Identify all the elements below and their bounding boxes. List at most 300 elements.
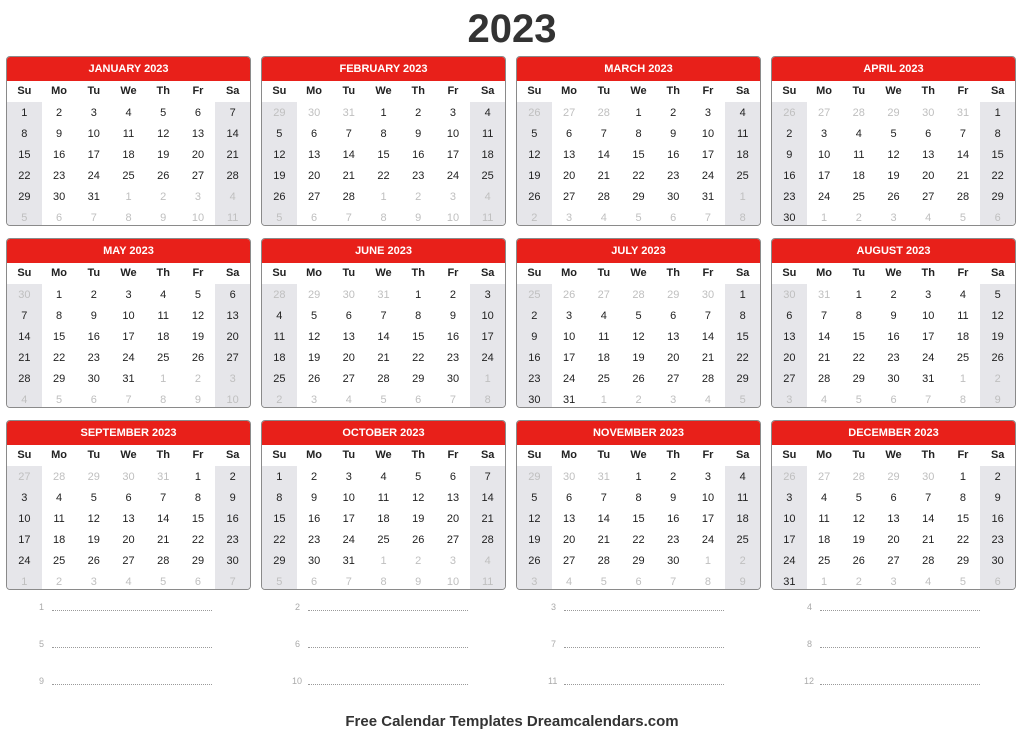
- adjacent-month-day: 9: [401, 571, 436, 590]
- adjacent-month-day: 6: [980, 207, 1015, 226]
- day-cell: 24: [691, 529, 726, 550]
- day-cell: 26: [621, 368, 656, 389]
- day-cell: 31: [76, 186, 111, 207]
- adjacent-month-day: 29: [262, 102, 297, 123]
- day-cell: 11: [725, 123, 760, 144]
- weekday-header-row: [517, 445, 760, 466]
- week-row: [7, 550, 250, 571]
- weekday-label: Fr: [957, 449, 969, 461]
- day-cell: 28: [691, 368, 726, 389]
- day-cell: 14: [807, 326, 842, 347]
- day-cell: 27: [656, 368, 691, 389]
- day-cell: 21: [586, 529, 621, 550]
- day-cell: 9: [215, 487, 250, 508]
- day-cell: 19: [76, 529, 111, 550]
- adjacent-month-day: 2: [42, 571, 77, 590]
- day-cell: 3: [552, 305, 587, 326]
- day-cell: 17: [470, 326, 505, 347]
- day-cell: 5: [262, 123, 297, 144]
- adjacent-month-day: 3: [772, 389, 807, 408]
- weekday-label: Sa: [225, 85, 240, 97]
- adjacent-month-day: 30: [552, 466, 587, 487]
- day-cell: 26: [262, 186, 297, 207]
- page-title: 2023: [467, 7, 557, 51]
- day-cell: 2: [76, 284, 111, 305]
- day-cell: 27: [552, 186, 587, 207]
- day-cell: 28: [470, 529, 505, 550]
- day-cell: 6: [656, 305, 691, 326]
- adjacent-month-day: 7: [656, 571, 691, 590]
- day-cell: 13: [552, 508, 587, 529]
- day-cell: 20: [876, 529, 911, 550]
- weekday-label: Sa: [480, 85, 495, 97]
- week-row: [262, 326, 505, 347]
- day-cell: 19: [876, 165, 911, 186]
- day-cell: 29: [621, 550, 656, 571]
- adjacent-month-day: 4: [111, 571, 146, 590]
- day-cell: 22: [401, 347, 436, 368]
- day-cell: 5: [841, 487, 876, 508]
- day-cell: 29: [980, 186, 1015, 207]
- day-cell: 28: [7, 368, 42, 389]
- week-row: [262, 529, 505, 550]
- day-cell: 22: [621, 165, 656, 186]
- day-cell: 24: [552, 368, 587, 389]
- day-cell: 27: [111, 550, 146, 571]
- week-row: [7, 305, 250, 326]
- weekday-label: Th: [921, 449, 935, 461]
- weekday-label: Th: [411, 267, 425, 279]
- day-cell: 10: [111, 305, 146, 326]
- weekday-label: Sa: [990, 85, 1005, 97]
- adjacent-month-day: 28: [841, 466, 876, 487]
- day-cell: 5: [621, 305, 656, 326]
- weekday-label: Su: [17, 85, 32, 97]
- month-block: [6, 420, 251, 590]
- day-cell: 5: [76, 487, 111, 508]
- day-cell: 17: [807, 165, 842, 186]
- day-cell: 27: [297, 186, 332, 207]
- adjacent-month-day: 3: [656, 389, 691, 408]
- day-cell: 21: [215, 144, 250, 165]
- week-row: [517, 305, 760, 326]
- day-cell: 20: [331, 347, 366, 368]
- weekday-label: Fr: [702, 449, 714, 461]
- day-cell: 29: [841, 368, 876, 389]
- day-cell: 4: [725, 466, 760, 487]
- weekday-label: Fr: [447, 449, 459, 461]
- weekday-label: Tu: [87, 449, 101, 461]
- day-cell: 2: [401, 102, 436, 123]
- note-line[interactable]: [804, 674, 984, 688]
- adjacent-month-day: 5: [262, 571, 297, 590]
- note-line[interactable]: [548, 674, 728, 688]
- day-cell: 3: [436, 102, 471, 123]
- day-cell: 19: [146, 144, 181, 165]
- day-cell: 11: [262, 326, 297, 347]
- day-cell: 3: [691, 466, 726, 487]
- week-row: [517, 529, 760, 550]
- weekday-label: Mo: [51, 267, 68, 279]
- day-cell: 12: [146, 123, 181, 144]
- week-row: [772, 284, 1015, 305]
- day-cell: 9: [76, 305, 111, 326]
- day-cell: 11: [807, 508, 842, 529]
- day-cell: 9: [297, 487, 332, 508]
- day-cell: 12: [181, 305, 216, 326]
- day-cell: 19: [621, 347, 656, 368]
- week-row: [262, 144, 505, 165]
- day-cell: 5: [517, 487, 552, 508]
- day-cell: 31: [111, 368, 146, 389]
- week-row: [262, 165, 505, 186]
- day-cell: 19: [297, 347, 332, 368]
- day-cell: 5: [181, 284, 216, 305]
- day-cell: 25: [586, 368, 621, 389]
- week-row: [517, 123, 760, 144]
- weekday-label: Th: [411, 85, 425, 97]
- day-cell: 5: [517, 123, 552, 144]
- adjacent-month-day: 29: [876, 466, 911, 487]
- adjacent-month-day: 2: [146, 186, 181, 207]
- week-row: [772, 102, 1015, 123]
- day-cell: 1: [841, 284, 876, 305]
- adjacent-month-day: 30: [297, 102, 332, 123]
- day-cell: 17: [111, 326, 146, 347]
- day-cell: 18: [470, 144, 505, 165]
- day-cell: 30: [517, 389, 552, 408]
- day-cell: 20: [111, 529, 146, 550]
- day-cell: 27: [552, 550, 587, 571]
- adjacent-month-day: 5: [946, 207, 981, 226]
- adjacent-month-day: 30: [911, 466, 946, 487]
- day-cell: 3: [691, 102, 726, 123]
- note-line[interactable]: [548, 600, 728, 614]
- note-line[interactable]: [292, 674, 472, 688]
- week-row: [517, 389, 760, 408]
- note-number: 9: [38, 676, 44, 686]
- adjacent-month-day: 26: [552, 284, 587, 305]
- adjacent-month-day: 27: [807, 102, 842, 123]
- day-cell: 15: [841, 326, 876, 347]
- day-cell: 6: [181, 102, 216, 123]
- note-number: 1: [38, 602, 44, 612]
- adjacent-month-day: 2: [262, 389, 297, 408]
- weekday-label: Sa: [735, 85, 750, 97]
- day-cell: 5: [146, 102, 181, 123]
- adjacent-month-day: 2: [841, 571, 876, 590]
- weekday-header-row: [772, 445, 1015, 466]
- day-cell: 12: [401, 487, 436, 508]
- adjacent-month-day: 4: [470, 186, 505, 207]
- week-row: [517, 284, 760, 305]
- adjacent-month-day: 10: [215, 389, 250, 408]
- day-cell: 12: [262, 144, 297, 165]
- day-cell: 1: [262, 466, 297, 487]
- week-row: [772, 123, 1015, 144]
- weekday-label: Sa: [480, 267, 495, 279]
- day-cell: 25: [42, 550, 77, 571]
- week-row: [262, 102, 505, 123]
- weekday-label: We: [375, 85, 392, 97]
- note-line[interactable]: [804, 637, 984, 651]
- adjacent-month-day: 31: [366, 284, 401, 305]
- day-cell: 15: [946, 508, 981, 529]
- month-title: AUGUST 2023: [772, 239, 1015, 263]
- day-cell: 4: [111, 102, 146, 123]
- weekday-header-row: [517, 81, 760, 102]
- day-cell: 7: [691, 305, 726, 326]
- adjacent-month-day: 4: [586, 207, 621, 226]
- day-cell: 25: [807, 550, 842, 571]
- day-cell: 22: [946, 529, 981, 550]
- month-title: JULY 2023: [517, 239, 760, 263]
- day-cell: 14: [470, 487, 505, 508]
- adjacent-month-day: 25: [517, 284, 552, 305]
- week-row: [7, 284, 250, 305]
- day-cell: 4: [841, 123, 876, 144]
- adjacent-month-day: 5: [42, 389, 77, 408]
- day-cell: 27: [215, 347, 250, 368]
- month-title: APRIL 2023: [772, 57, 1015, 81]
- day-cell: 14: [586, 508, 621, 529]
- week-row: [517, 550, 760, 571]
- day-cell: 28: [946, 186, 981, 207]
- note-number: 8: [806, 639, 812, 649]
- day-cell: 11: [470, 123, 505, 144]
- week-row: [517, 571, 760, 590]
- adjacent-month-day: 1: [725, 186, 760, 207]
- weekday-label: We: [885, 267, 902, 279]
- adjacent-month-day: 9: [725, 571, 760, 590]
- day-cell: 17: [691, 508, 726, 529]
- adjacent-month-day: 28: [586, 102, 621, 123]
- weekday-label: Tu: [87, 267, 101, 279]
- day-cell: 4: [42, 487, 77, 508]
- day-cell: 10: [76, 123, 111, 144]
- day-cell: 11: [366, 487, 401, 508]
- day-cell: 13: [876, 508, 911, 529]
- week-row: [7, 165, 250, 186]
- adjacent-month-day: 9: [146, 207, 181, 226]
- month-title: MARCH 2023: [517, 57, 760, 81]
- weekday-label: Mo: [561, 267, 578, 279]
- day-cell: 19: [517, 165, 552, 186]
- week-row: [772, 550, 1015, 571]
- day-cell: 22: [841, 347, 876, 368]
- adjacent-month-day: 6: [980, 571, 1015, 590]
- adjacent-month-day: 2: [841, 207, 876, 226]
- day-cell: 21: [146, 529, 181, 550]
- adjacent-month-day: 6: [297, 571, 332, 590]
- week-row: [772, 347, 1015, 368]
- adjacent-month-day: 8: [470, 389, 505, 408]
- day-cell: 29: [946, 550, 981, 571]
- adjacent-month-day: 8: [111, 207, 146, 226]
- day-cell: 29: [262, 550, 297, 571]
- day-cell: 27: [911, 186, 946, 207]
- note-line[interactable]: [36, 637, 216, 651]
- week-row: [7, 466, 250, 487]
- day-cell: 15: [181, 508, 216, 529]
- note-line[interactable]: [292, 637, 472, 651]
- week-row: [262, 123, 505, 144]
- day-cell: 2: [215, 466, 250, 487]
- day-cell: 2: [436, 284, 471, 305]
- note-line[interactable]: [36, 674, 216, 688]
- weekday-label: Th: [156, 85, 170, 97]
- weekday-label: Th: [921, 267, 935, 279]
- week-row: [7, 347, 250, 368]
- adjacent-month-day: 5: [7, 207, 42, 226]
- day-cell: 13: [552, 144, 587, 165]
- day-cell: 16: [76, 326, 111, 347]
- adjacent-month-day: 7: [331, 571, 366, 590]
- month-block: [516, 56, 761, 226]
- day-cell: 30: [656, 186, 691, 207]
- week-row: [772, 165, 1015, 186]
- weekday-label: Sa: [990, 449, 1005, 461]
- day-cell: 8: [725, 305, 760, 326]
- note-number: 12: [804, 676, 815, 686]
- day-cell: 2: [297, 466, 332, 487]
- adjacent-month-day: 6: [656, 207, 691, 226]
- month-block: [261, 238, 506, 408]
- week-row: [517, 165, 760, 186]
- note-line[interactable]: [548, 637, 728, 651]
- adjacent-month-day: 7: [436, 389, 471, 408]
- month-title: DECEMBER 2023: [772, 421, 1015, 445]
- weekday-label: Tu: [597, 267, 611, 279]
- day-cell: 16: [876, 326, 911, 347]
- weekday-label: Mo: [306, 449, 323, 461]
- day-cell: 31: [331, 550, 366, 571]
- day-cell: 14: [946, 144, 981, 165]
- month-title: OCTOBER 2023: [262, 421, 505, 445]
- day-cell: 15: [7, 144, 42, 165]
- weekday-label: Fr: [192, 85, 204, 97]
- day-cell: 17: [436, 144, 471, 165]
- day-cell: 29: [7, 186, 42, 207]
- day-cell: 28: [586, 550, 621, 571]
- weekday-label: Sa: [225, 267, 240, 279]
- day-cell: 30: [656, 550, 691, 571]
- note-dotted-line: [52, 647, 212, 648]
- weekday-header-row: [262, 445, 505, 466]
- note-number: 11: [548, 676, 558, 686]
- weekday-label: Mo: [561, 85, 578, 97]
- adjacent-month-day: 2: [181, 368, 216, 389]
- weekday-label: Su: [782, 449, 797, 461]
- day-cell: 22: [42, 347, 77, 368]
- day-cell: 11: [841, 144, 876, 165]
- week-row: [517, 347, 760, 368]
- month-title: SEPTEMBER 2023: [7, 421, 250, 445]
- adjacent-month-day: 30: [691, 284, 726, 305]
- adjacent-month-day: 28: [841, 102, 876, 123]
- weekday-label: Su: [272, 85, 287, 97]
- day-cell: 27: [772, 368, 807, 389]
- day-cell: 17: [552, 347, 587, 368]
- day-cell: 21: [911, 529, 946, 550]
- day-cell: 3: [807, 123, 842, 144]
- adjacent-month-day: 2: [517, 207, 552, 226]
- adjacent-month-day: 5: [586, 571, 621, 590]
- day-cell: 11: [725, 487, 760, 508]
- day-cell: 1: [7, 102, 42, 123]
- day-cell: 20: [552, 529, 587, 550]
- day-cell: 19: [517, 529, 552, 550]
- day-cell: 4: [725, 102, 760, 123]
- week-row: [517, 326, 760, 347]
- adjacent-month-day: 7: [215, 571, 250, 590]
- adjacent-month-day: 3: [436, 550, 471, 571]
- day-cell: 3: [470, 284, 505, 305]
- adjacent-month-day: 2: [980, 368, 1015, 389]
- day-cell: 16: [42, 144, 77, 165]
- month-title: JANUARY 2023: [7, 57, 250, 81]
- day-cell: 4: [946, 284, 981, 305]
- adjacent-month-day: 11: [215, 207, 250, 226]
- week-row: [262, 207, 505, 226]
- month-block: [771, 56, 1016, 226]
- adjacent-month-day: 3: [517, 571, 552, 590]
- note-line[interactable]: [804, 600, 984, 614]
- day-cell: 28: [911, 550, 946, 571]
- day-cell: 31: [691, 186, 726, 207]
- day-cell: 19: [841, 529, 876, 550]
- weekday-label: Su: [17, 267, 32, 279]
- weekday-label: Tu: [852, 267, 866, 279]
- day-cell: 21: [7, 347, 42, 368]
- adjacent-month-day: 27: [552, 102, 587, 123]
- day-cell: 19: [980, 326, 1015, 347]
- note-line[interactable]: [292, 600, 472, 614]
- adjacent-month-day: 4: [911, 571, 946, 590]
- day-cell: 14: [7, 326, 42, 347]
- day-cell: 13: [911, 144, 946, 165]
- day-cell: 24: [470, 347, 505, 368]
- adjacent-month-day: 31: [146, 466, 181, 487]
- day-cell: 4: [146, 284, 181, 305]
- day-cell: 1: [366, 102, 401, 123]
- adjacent-month-day: 6: [42, 207, 77, 226]
- weekday-label: Th: [156, 449, 170, 461]
- week-row: [517, 207, 760, 226]
- day-cell: 6: [436, 466, 471, 487]
- day-cell: 9: [517, 326, 552, 347]
- weekday-header-row: [262, 263, 505, 284]
- week-row: [772, 389, 1015, 408]
- weekday-label: Fr: [957, 267, 969, 279]
- week-row: [262, 389, 505, 408]
- weekday-label: We: [120, 267, 137, 279]
- day-cell: 7: [946, 123, 981, 144]
- day-cell: 7: [215, 102, 250, 123]
- day-cell: 21: [366, 347, 401, 368]
- weekday-label: We: [630, 267, 647, 279]
- month-block: [6, 238, 251, 408]
- note-line[interactable]: [36, 600, 216, 614]
- day-cell: 24: [436, 165, 471, 186]
- day-cell: 14: [911, 508, 946, 529]
- day-cell: 29: [725, 368, 760, 389]
- day-cell: 8: [401, 305, 436, 326]
- adjacent-month-day: 27: [7, 466, 42, 487]
- weekday-label: Fr: [702, 85, 714, 97]
- week-row: [772, 571, 1015, 590]
- day-cell: 22: [262, 529, 297, 550]
